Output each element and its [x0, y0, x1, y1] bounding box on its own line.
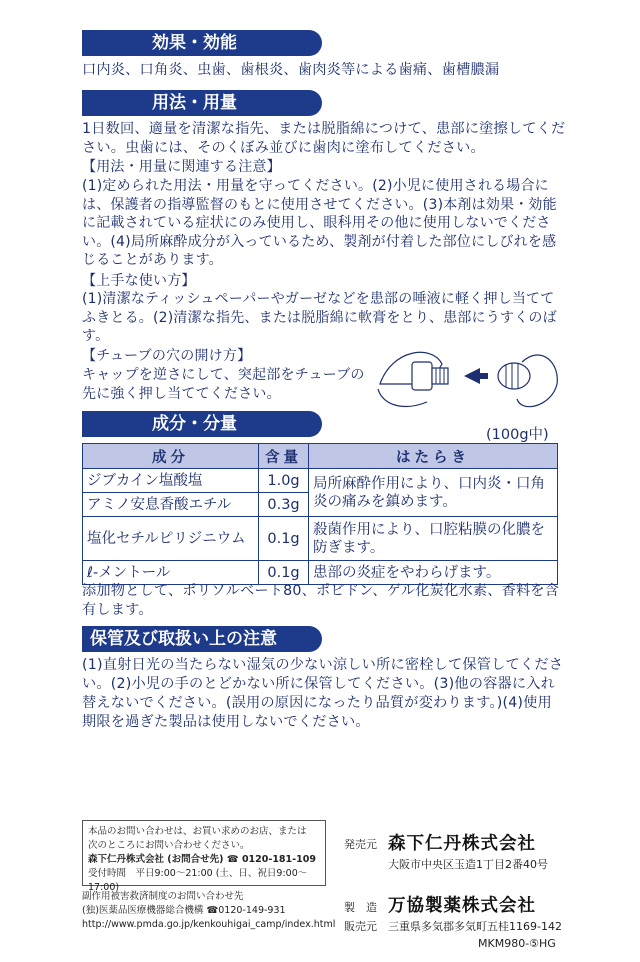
tube-title: 【チューブの穴の開け方】	[82, 348, 252, 364]
usage-notes-title: 【用法・用量に関連する注意】	[82, 159, 281, 175]
tube-line2: 先に強く押し当ててください。	[82, 386, 281, 402]
seller2-label: 販売元	[344, 920, 377, 933]
cap-icon	[498, 363, 530, 389]
contact-hours: 受付時間 平日9:00～21:00 (土、日、祝日9:00～17:00)	[88, 868, 308, 893]
contact-line1: 本品のお問い合わせは、お買い求めのお店、または	[88, 826, 307, 837]
contact-phone: 森下仁丹株式会社 (お問合せ先) ☎ 0120-181-109	[88, 854, 316, 865]
ingredient-function: 殺菌作用により、口腔粘膜の化膿を防ぎます。	[309, 517, 558, 561]
contact-line2: 次のところにお問い合わせください。	[88, 840, 250, 851]
table-row	[83, 469, 558, 493]
col-amount: 含量	[259, 444, 309, 469]
col-function: はたらき	[309, 444, 558, 469]
contact-box	[82, 820, 326, 893]
ingredient-amount: 0.1g	[259, 561, 309, 585]
ingredient-function: 患部の炎症をやわらげます。	[309, 561, 558, 585]
tube-line1: キャップを逆さにして、突起部をチューブの	[82, 367, 365, 383]
table-row	[83, 517, 558, 561]
ingredient-function: 局所麻酔作用により、口内炎・口角炎の痛みを鎮めます。	[309, 469, 558, 517]
table-row	[83, 561, 558, 585]
product-code: MKM980-⑤HG	[478, 937, 556, 950]
relief-line1: 副作用被害救済制度のお問い合わせ先	[82, 891, 244, 902]
maker-address: 三重県多気郡多気町五桂1169-142	[388, 920, 562, 933]
seller-address: 大阪市中央区玉造1丁目2番40号	[388, 858, 548, 871]
effects-heading: 効果・効能	[82, 30, 322, 56]
ingredient-name: 塩化セチルピリジニウム	[83, 517, 259, 561]
relief-line2: (独)医薬品医療機器総合機構 ☎0120-149-931	[82, 905, 286, 916]
seller-label: 発売元	[344, 838, 377, 851]
ingredient-amount: 0.3g	[259, 493, 309, 517]
storage-heading: 保管及び取扱い上の注意	[82, 626, 322, 652]
tube-icon	[412, 362, 432, 390]
ingredient-name: ℓ-メントール	[83, 561, 259, 585]
ingredients-per: (100g中)	[486, 427, 549, 443]
seller-name: 森下仁丹株式会社	[388, 834, 536, 854]
col-component: 成分	[83, 444, 259, 469]
usage-notes: (1)定められた用法・用量を守ってください。(2)小児に使用される場合には、保護者の指導監督のもとに使用させてください。(3)本剤は効果・効能に記載されている症状にのみ使用し、眼科用その他に使用しないでください。(4)局所麻酔成分が入っているため、製剤が付着した部位にしびれを感じることがあります。	[82, 178, 557, 268]
usage-body: 1日数回、適量を清潔な指先、または脱脂綿につけて、患部に塗擦してください。虫歯には、そのくぼみ並びに歯肉に塗布してください。	[82, 121, 566, 156]
maker-label: 製 造	[344, 901, 377, 914]
relief-url: http://www.pmda.go.jp/kenkouhigai_camp/index.html	[82, 919, 336, 930]
ingredients-table	[82, 443, 558, 585]
ingredient-name: アミノ安息香酸エチル	[83, 493, 259, 517]
tube-cap-illustration	[372, 344, 562, 419]
storage-body: (1)直射日光の当たらない湿気の少ない涼しい所に密栓して保管してください。(2)小児の手のとどかない所に保管してください。(3)他の容器に入れ替えないでください。(誤用の原因になったり品質が変わります。)(4)使用期限を過ぎた製品は使用しないでください。	[82, 657, 564, 730]
maker-name: 万協製薬株式会社	[388, 896, 536, 916]
usage-tips: (1)清潔なティッシュペーパーやガーゼなどを患部の唾液に軽く押し当ててふきとる。(2)清潔な指先、または脱脂綿に軟膏をとり、患部にうすくのばす。	[82, 291, 557, 344]
effects-body: 口内炎、口角炎、虫歯、歯根炎、歯肉炎等による歯痛、歯槽膿漏	[82, 62, 500, 78]
usage-tips-title: 【上手な使い方】	[82, 273, 196, 289]
ingredients-heading: 成分・分量	[82, 411, 322, 437]
ingredient-amount: 1.0g	[259, 469, 309, 493]
usage-heading: 用法・用量	[82, 90, 322, 116]
additives: 添加物として、ポリソルベート80、ポビドン、ゲル化炭化水素、香料を含有します。	[82, 583, 560, 618]
arrow-left-icon	[464, 368, 480, 384]
ingredient-amount: 0.1g	[259, 517, 309, 561]
table-header-row	[83, 444, 558, 469]
ingredient-name: ジブカイン塩酸塩	[83, 469, 259, 493]
